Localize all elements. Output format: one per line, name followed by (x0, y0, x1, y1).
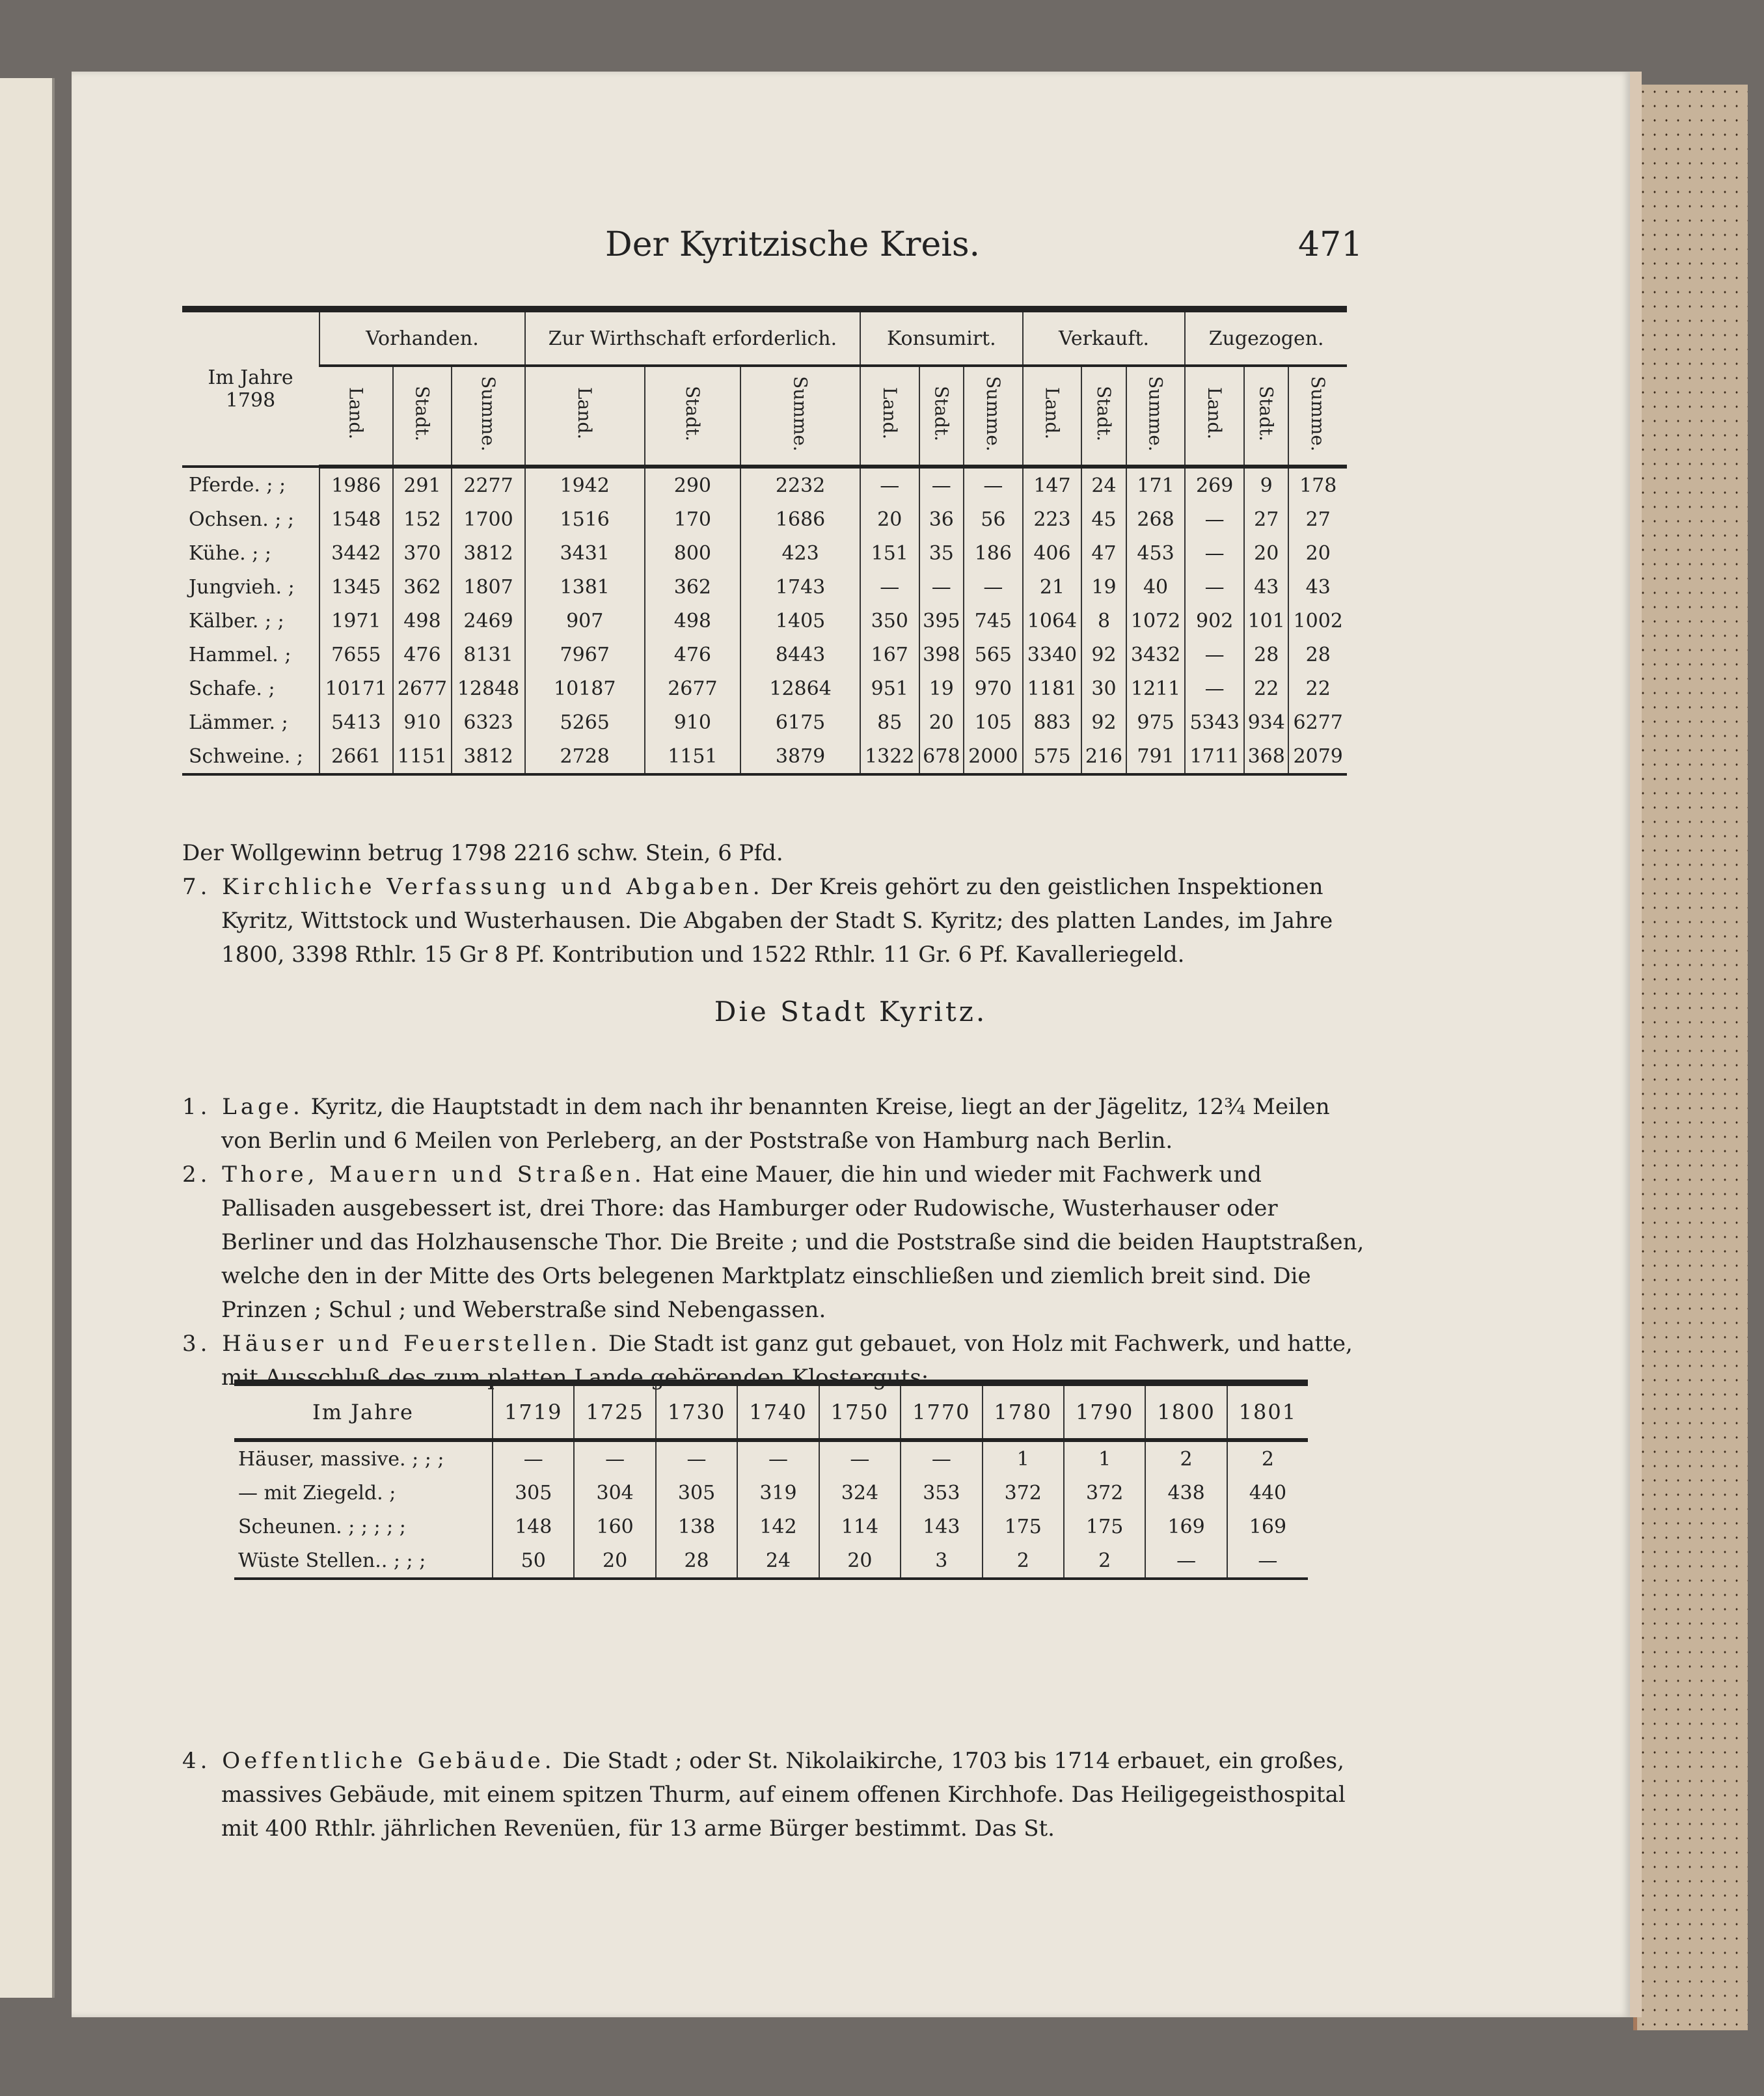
table-cell: 453 (1126, 536, 1186, 570)
table-cell: 2677 (645, 672, 741, 705)
subcolumn-label: Summe. (982, 375, 1004, 452)
table-cell: 20 (860, 502, 919, 536)
table-cell: 883 (1023, 705, 1082, 739)
table-cell: — (819, 1440, 901, 1476)
subcolumn-header (1244, 366, 1289, 467)
table-cell: 305 (656, 1476, 737, 1510)
table-cell: 19 (1081, 570, 1126, 604)
table-cell: 290 (645, 467, 741, 502)
table-cell: 910 (393, 705, 452, 739)
table-row (234, 1544, 1308, 1579)
table-cell: 975 (1126, 705, 1186, 739)
table-cell: 3432 (1126, 638, 1186, 672)
table-cell: 362 (645, 570, 741, 604)
table-cell: 30 (1081, 672, 1126, 705)
row-label: Wüste Stellen.. ; ; ; (238, 1549, 426, 1572)
table-cell: 24 (737, 1544, 819, 1579)
table-cell: — (964, 467, 1023, 502)
table-cell: 2000 (964, 739, 1023, 774)
paragraph-4-heading: 4. Oeffentliche Gebäude. (182, 1748, 556, 1774)
subcolumn-label: Land. (345, 387, 367, 440)
table-cell: — (574, 1440, 655, 1476)
section-title: Die Stadt Kyritz. (714, 996, 988, 1028)
table-cell: 28 (656, 1544, 737, 1579)
table-cell: 2 (1064, 1544, 1145, 1579)
table-cell: 43 (1288, 570, 1347, 604)
table-cell: 498 (393, 604, 452, 638)
year-header: 1800 (1145, 1383, 1227, 1440)
subcolumn-header (319, 366, 393, 467)
subcolumn-label: Stadt. (1255, 385, 1277, 442)
subcolumn-header (393, 366, 452, 467)
table-cell: 160 (574, 1510, 655, 1544)
table-cell: 216 (1081, 739, 1126, 774)
group-header: Verkauft. (1023, 309, 1186, 366)
table-cell: 1381 (525, 570, 645, 604)
table-cell: 370 (393, 536, 452, 570)
table-cell: 92 (1081, 705, 1126, 739)
row-label: Kälber. ; ; (189, 609, 284, 633)
table-cell: — (860, 570, 919, 604)
table-cell: 1942 (525, 467, 645, 502)
table-cell: 20 (819, 1544, 901, 1579)
table-cell: 3812 (452, 739, 525, 774)
subcolumn-header (452, 366, 525, 467)
table-cell: 1 (983, 1440, 1064, 1476)
table-cell: — (964, 570, 1023, 604)
table-cell: 1986 (319, 467, 393, 502)
wool-sentence: Der Wollgewinn betrug 1798 2216 schw. Stein, 6 Pfd. (182, 840, 783, 866)
table-cell: 910 (645, 705, 741, 739)
table-cell: — (493, 1440, 574, 1476)
table-row (182, 467, 1347, 502)
table-cell: 2 (1145, 1440, 1227, 1476)
paragraph-3-heading: 3. Häuser und Feuerstellen. (182, 1331, 601, 1357)
table-cell: 3431 (525, 536, 645, 570)
group-header: Zur Wirthschaft erforderlich. (525, 309, 860, 366)
table-cell: 423 (740, 536, 860, 570)
table-cell: 678 (919, 739, 964, 774)
running-title: Der Kyritzische Kreis. (605, 225, 981, 264)
table-cell: 3442 (319, 536, 393, 570)
table-cell: 1322 (860, 739, 919, 774)
table-row (234, 1510, 1308, 1544)
table-cell: 10187 (525, 672, 645, 705)
table-cell: 167 (860, 638, 919, 672)
row-label: Hammel. ; (189, 643, 292, 666)
table-cell: 178 (1288, 467, 1347, 502)
table-cell: 1405 (740, 604, 860, 638)
paragraph-4 (182, 1744, 1366, 1845)
subcolumn-header (1126, 366, 1186, 467)
paragraph-3-body: Die Stadt ist ganz gut gebauet, von Holz mit Fachwerk, und hatte, mit Ausschluß des zum platten Lande gehörenden Klosterguts: (221, 1331, 1353, 1391)
paragraph-2-body: Hat eine Mauer, die hin und wieder mit Fachwerk und Pallisaden ausgebessert ist, drei Thore: das Hamburger oder Rudowische, Wusterhauser oder Berliner und das Holzhausensche Thor. Die Breite ; und die Poststraße sind die beiden Hauptstraßen, welche den in der Mitte des Orts belegenen Marktplatz einschließen und ziemlich breit sind. Die Prinzen ; Schul ; und Weberstraße sind Nebengassen. (221, 1162, 1364, 1323)
table-cell: 1002 (1288, 604, 1347, 638)
table-cell: 148 (493, 1510, 574, 1544)
table-cell: 970 (964, 672, 1023, 705)
table-cell: 1072 (1126, 604, 1186, 638)
group-header: Zugezogen. (1185, 309, 1347, 366)
table-row (182, 638, 1347, 672)
table-cell: 745 (964, 604, 1023, 638)
table-cell: 2232 (740, 467, 860, 502)
table-cell: 50 (493, 1544, 574, 1579)
table-cell: 36 (919, 502, 964, 536)
subcolumn-label: Summe. (789, 375, 811, 452)
table-cell: 1516 (525, 502, 645, 536)
table-cell: — (1185, 502, 1244, 536)
table-cell: 398 (919, 638, 964, 672)
table-cell: 368 (1244, 739, 1289, 774)
row-label: Schweine. ; (189, 744, 303, 768)
table-cell: 169 (1227, 1510, 1308, 1544)
table-row (182, 536, 1347, 570)
table-cell: 56 (964, 502, 1023, 536)
table-cell: — (1185, 536, 1244, 570)
table-cell: 22 (1288, 672, 1347, 705)
table-cell: 27 (1288, 502, 1347, 536)
subcolumn-label: Stadt. (681, 385, 703, 442)
table-cell: 12864 (740, 672, 860, 705)
table-cell: 20 (1244, 536, 1289, 570)
table-cell: 143 (901, 1510, 982, 1544)
table-cell: 1064 (1023, 604, 1082, 638)
subcolumn-header (740, 366, 860, 467)
houses-table (234, 1380, 1308, 1580)
text-block-wool (182, 836, 1366, 972)
subcolumn-header (645, 366, 741, 467)
table-cell: 6175 (740, 705, 860, 739)
table-cell: 1743 (740, 570, 860, 604)
table-cell: 1971 (319, 604, 393, 638)
table-cell: 395 (919, 604, 964, 638)
row-label: Häuser, massive. ; ; ; (238, 1447, 444, 1471)
paragraph-7-body: Der Kreis gehört zu den geistlichen Inspektionen Kyritz, Wittstock und Wusterhausen. Die Abgaben der Stadt S. Kyritz; des platten Landes, im Jahre 1800, 3398 Rthlr. 15 Gr 8 Pf. Kontribution und 1522 Rthlr. 11 Gr. 6 Pf. Kavalleriegeld. (221, 874, 1333, 968)
subcolumn-header (860, 366, 919, 467)
table-cell: 3340 (1023, 638, 1082, 672)
text-block-town (182, 1090, 1366, 1395)
table-cell: 353 (901, 1476, 982, 1510)
row-label: Pferde. ; ; (189, 474, 286, 497)
table-cell: 304 (574, 1476, 655, 1510)
year-header: 1725 (574, 1383, 655, 1440)
table-cell: 20 (919, 705, 964, 739)
table-cell: 105 (964, 705, 1023, 739)
subcolumn-header (964, 366, 1023, 467)
table-cell: 565 (964, 638, 1023, 672)
subcolumn-header (1023, 366, 1082, 467)
table-cell: 951 (860, 672, 919, 705)
table-cell: 1700 (452, 502, 525, 536)
table-cell: 101 (1244, 604, 1289, 638)
table-cell: 907 (525, 604, 645, 638)
table-cell: 12848 (452, 672, 525, 705)
table-cell: 1548 (319, 502, 393, 536)
table-row (234, 1476, 1308, 1510)
table-cell: 1151 (645, 739, 741, 774)
table-cell: 40 (1126, 570, 1186, 604)
table-cell: — (737, 1440, 819, 1476)
table-cell: 319 (737, 1476, 819, 1510)
table-row (182, 604, 1347, 638)
table-cell: 498 (645, 604, 741, 638)
table-cell: — (919, 467, 964, 502)
paragraph-7-heading: 7. Kirchliche Verfassung und Abgaben. (182, 874, 764, 900)
subcolumn-label: Summe. (1307, 375, 1329, 452)
table-cell: 9 (1244, 467, 1289, 502)
year-header: 1770 (901, 1383, 982, 1440)
table-cell: 2277 (452, 467, 525, 502)
paragraph-1-heading: 1. Lage. (182, 1094, 304, 1120)
table-cell: 5343 (1185, 705, 1244, 739)
table-cell: 7967 (525, 638, 645, 672)
table-row (182, 705, 1347, 739)
table-cell: 372 (1064, 1476, 1145, 1510)
row-label: Scheunen. ; ; ; ; ; (238, 1515, 406, 1538)
table-cell: 19 (919, 672, 964, 705)
row-label: Lämmer. ; (189, 711, 288, 734)
table-cell: 3879 (740, 739, 860, 774)
table-cell: 20 (1288, 536, 1347, 570)
subcolumn-label: Land. (574, 387, 596, 440)
table-cell: — (1227, 1544, 1308, 1579)
table-cell: 438 (1145, 1476, 1227, 1510)
row-label: Ochsen. ; ; (189, 508, 295, 531)
table-cell: 1211 (1126, 672, 1186, 705)
table-cell: 2 (983, 1544, 1064, 1579)
table-cell: 175 (1064, 1510, 1145, 1544)
table-cell: 269 (1185, 467, 1244, 502)
table-cell: 476 (393, 638, 452, 672)
table-cell: 6323 (452, 705, 525, 739)
subcolumn-header (919, 366, 964, 467)
table-cell: 2469 (452, 604, 525, 638)
book-cover-edge (1633, 85, 1748, 2030)
subcolumn-label: Land. (1204, 387, 1226, 440)
table-row (182, 502, 1347, 536)
table-cell: 800 (645, 536, 741, 570)
table-cell: 138 (656, 1510, 737, 1544)
running-header (72, 225, 1630, 290)
table-cell: 22 (1244, 672, 1289, 705)
year-header: 1730 (656, 1383, 737, 1440)
table-cell: 223 (1023, 502, 1082, 536)
table-row (182, 739, 1347, 774)
houses-table-corner: Im Jahre (234, 1383, 493, 1440)
table-cell: — (1145, 1544, 1227, 1579)
row-label: Jungvieh. ; (189, 575, 295, 599)
year-header: 1750 (819, 1383, 901, 1440)
table-cell: 43 (1244, 570, 1289, 604)
table-cell: 169 (1145, 1510, 1227, 1544)
table-cell: 2661 (319, 739, 393, 774)
year-header: 1790 (1064, 1383, 1145, 1440)
table-row (234, 1440, 1308, 1476)
paragraph-4-body: Die Stadt ; oder St. Nikolaikirche, 1703 bis 1714 erbauet, ein großes, massives Gebäude, mit einem spitzen Thurm, auf einem offenen Kirchhofe. Das Heiligegeisthospital mit 400 Rthlr. jährlichen Revenüen, für 13 arme Bürger bestimmt. Das St. (221, 1748, 1346, 1842)
table-cell: 476 (645, 638, 741, 672)
table-cell: 151 (860, 536, 919, 570)
table-cell: 171 (1126, 467, 1186, 502)
table-cell: 85 (860, 705, 919, 739)
table-cell: 372 (983, 1476, 1064, 1510)
table-cell: 5413 (319, 705, 393, 739)
table-cell: — (1185, 672, 1244, 705)
table-cell: 20 (574, 1544, 655, 1579)
table-cell: 28 (1244, 638, 1289, 672)
table-cell: 7655 (319, 638, 393, 672)
table-cell: 575 (1023, 739, 1082, 774)
table-row (182, 570, 1347, 604)
table-cell: 45 (1081, 502, 1126, 536)
table-cell: 8443 (740, 638, 860, 672)
table-cell: — (860, 467, 919, 502)
table-cell: 27 (1244, 502, 1289, 536)
table-cell: 362 (393, 570, 452, 604)
subcolumn-label: Land. (1041, 387, 1063, 440)
table-cell: 47 (1081, 536, 1126, 570)
table-cell: 350 (860, 604, 919, 638)
year-header: 1780 (983, 1383, 1064, 1440)
text-block-buildings (182, 1744, 1366, 1845)
table-cell: 35 (919, 536, 964, 570)
paragraph-1-body: Kyritz, die Hauptstadt in dem nach ihr benannten Kreise, liegt an der Jägelitz, 12¾ Meilen von Berlin und 6 Meilen von Perleberg, an der Poststraße von Hamburg nach Berlin. (221, 1094, 1330, 1154)
table-cell: 8131 (452, 638, 525, 672)
table-cell: 406 (1023, 536, 1082, 570)
table-cell: 3 (901, 1544, 982, 1579)
subcolumn-label: Summe. (478, 375, 500, 452)
table-row (182, 672, 1347, 705)
subcolumn-label: Stadt. (1093, 385, 1115, 442)
table-cell: 324 (819, 1476, 901, 1510)
table-cell: 6277 (1288, 705, 1347, 739)
table-cell: 791 (1126, 739, 1186, 774)
table-cell: 10171 (319, 672, 393, 705)
table-cell: 2079 (1288, 739, 1347, 774)
subcolumn-header (1185, 366, 1244, 467)
table-cell: 24 (1081, 467, 1126, 502)
table-cell: — (1185, 638, 1244, 672)
table-cell: 186 (964, 536, 1023, 570)
book-page (72, 72, 1642, 2017)
paragraph-2-heading: 2. Thore, Mauern und Straßen. (182, 1162, 645, 1188)
group-header: Konsumirt. (860, 309, 1023, 366)
table-cell: 5265 (525, 705, 645, 739)
table-cell: 114 (819, 1510, 901, 1544)
table-cell: 934 (1244, 705, 1289, 739)
table-cell: — (901, 1440, 982, 1476)
table-cell: — (919, 570, 964, 604)
table-cell: 305 (493, 1476, 574, 1510)
table-cell: 8 (1081, 604, 1126, 638)
table-cell: 28 (1288, 638, 1347, 672)
year-header: 1740 (737, 1383, 819, 1440)
year-header: 1719 (493, 1383, 574, 1440)
row-label: Kühe. ; ; (189, 541, 271, 565)
table-cell: 268 (1126, 502, 1186, 536)
subcolumn-label: Land. (878, 387, 901, 440)
table-cell: 147 (1023, 467, 1082, 502)
paragraph-2 (182, 1158, 1366, 1327)
table-cell: — (1185, 570, 1244, 604)
table-cell: 2 (1227, 1440, 1308, 1476)
row-label: — mit Ziegeld. ; (238, 1481, 396, 1504)
table-cell: 142 (737, 1510, 819, 1544)
table-cell: 1807 (452, 570, 525, 604)
table-cell: — (656, 1440, 737, 1476)
table-cell: 175 (983, 1510, 1064, 1544)
table-cell: 1686 (740, 502, 860, 536)
table-cell: 2677 (393, 672, 452, 705)
table-cell: 2728 (525, 739, 645, 774)
table-cell: 1 (1064, 1440, 1145, 1476)
left-page-edge (0, 78, 55, 1998)
table-cell: 440 (1227, 1476, 1308, 1510)
year-header: 1801 (1227, 1383, 1308, 1440)
table-cell: 1345 (319, 570, 393, 604)
table-cell: 1151 (393, 739, 452, 774)
livestock-table-corner: Im Jahre 1798 (182, 309, 319, 467)
livestock-table (182, 306, 1347, 776)
subcolumn-header (525, 366, 645, 467)
table-cell: 152 (393, 502, 452, 536)
table-cell: 170 (645, 502, 741, 536)
table-cell: 3812 (452, 536, 525, 570)
subcolumn-label: Stadt. (930, 385, 953, 442)
page-number: 471 (1298, 225, 1363, 264)
row-label: Schafe. ; (189, 677, 275, 700)
subcolumn-label: Summe. (1145, 375, 1167, 452)
subcolumn-header (1288, 366, 1347, 467)
paragraph-7 (182, 870, 1366, 972)
table-cell: 1181 (1023, 672, 1082, 705)
subcolumn-header (1081, 366, 1126, 467)
table-cell: 291 (393, 467, 452, 502)
table-cell: 1711 (1185, 739, 1244, 774)
paragraph-1 (182, 1090, 1366, 1158)
subcolumn-label: Stadt. (411, 385, 433, 442)
table-cell: 21 (1023, 570, 1082, 604)
table-cell: 92 (1081, 638, 1126, 672)
table-cell: 902 (1185, 604, 1244, 638)
group-header: Vorhanden. (319, 309, 525, 366)
